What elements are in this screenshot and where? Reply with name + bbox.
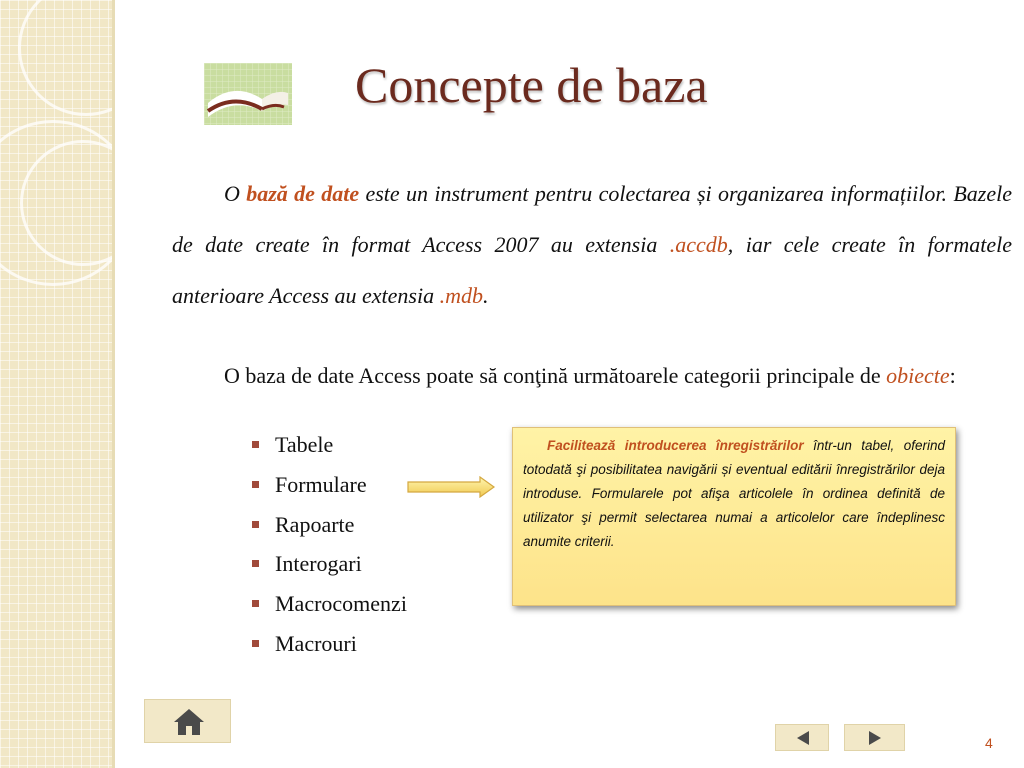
extension-mdb: .mdb xyxy=(439,283,483,308)
home-button[interactable] xyxy=(144,699,231,743)
slide-title: Concepte de baza xyxy=(355,57,708,113)
book-logo-icon xyxy=(204,63,292,125)
page-number: 4 xyxy=(985,735,993,751)
callout-text xyxy=(523,434,945,554)
home-icon xyxy=(172,707,206,737)
objects-text: O baza de date Access poate să conţină următoarele categorii principale de xyxy=(224,363,887,388)
decorative-sidebar xyxy=(0,0,112,768)
list-item: Interogari xyxy=(250,547,407,587)
intro-prefix: O xyxy=(224,181,247,206)
objects-highlight: obiecte xyxy=(886,363,950,388)
list-item: Macrouri xyxy=(250,627,407,667)
callout-body: într-un tabel, oferind totodată şi posibilitatea navigării și eventual editării înregistrărilor deja introduse. Formularele pot afişa articolele în ordinea definită de utilizator şi permit selectarea numai a articolelor care îndeplinesc anumite criterii. xyxy=(523,438,945,549)
objects-list xyxy=(250,428,407,667)
objects-suffix: : xyxy=(949,363,956,388)
objects-paragraph xyxy=(172,362,1012,390)
list-item: Macrocomenzi xyxy=(250,587,407,627)
intro-text-3: . xyxy=(483,283,489,308)
intro-text-2: , iar cele create în formatele anterioare Access au extensia xyxy=(172,232,1012,308)
list-item: Tabele xyxy=(250,428,407,468)
term-database: bază de date xyxy=(246,181,360,206)
previous-slide-button[interactable] xyxy=(775,724,829,751)
arrow-right-icon xyxy=(406,476,496,498)
list-item: Rapoarte xyxy=(250,508,407,548)
intro-paragraph xyxy=(172,168,1012,321)
extension-accdb: .accdb xyxy=(669,232,728,257)
intro-text-1: este un instrument pentru colectarea și organizarea informațiilor. Bazele de date create în format Access 2007 au extensia xyxy=(172,181,1012,257)
decorative-circle xyxy=(18,0,112,116)
sidebar-border xyxy=(112,0,115,768)
next-slide-button[interactable] xyxy=(844,724,905,751)
list-item: Formulare xyxy=(250,468,407,508)
callout-lead: Facilitează introducerea înregistrărilor xyxy=(547,438,804,453)
triangle-left-icon xyxy=(795,730,811,746)
triangle-right-icon xyxy=(867,730,883,746)
formulare-callout xyxy=(512,427,956,606)
